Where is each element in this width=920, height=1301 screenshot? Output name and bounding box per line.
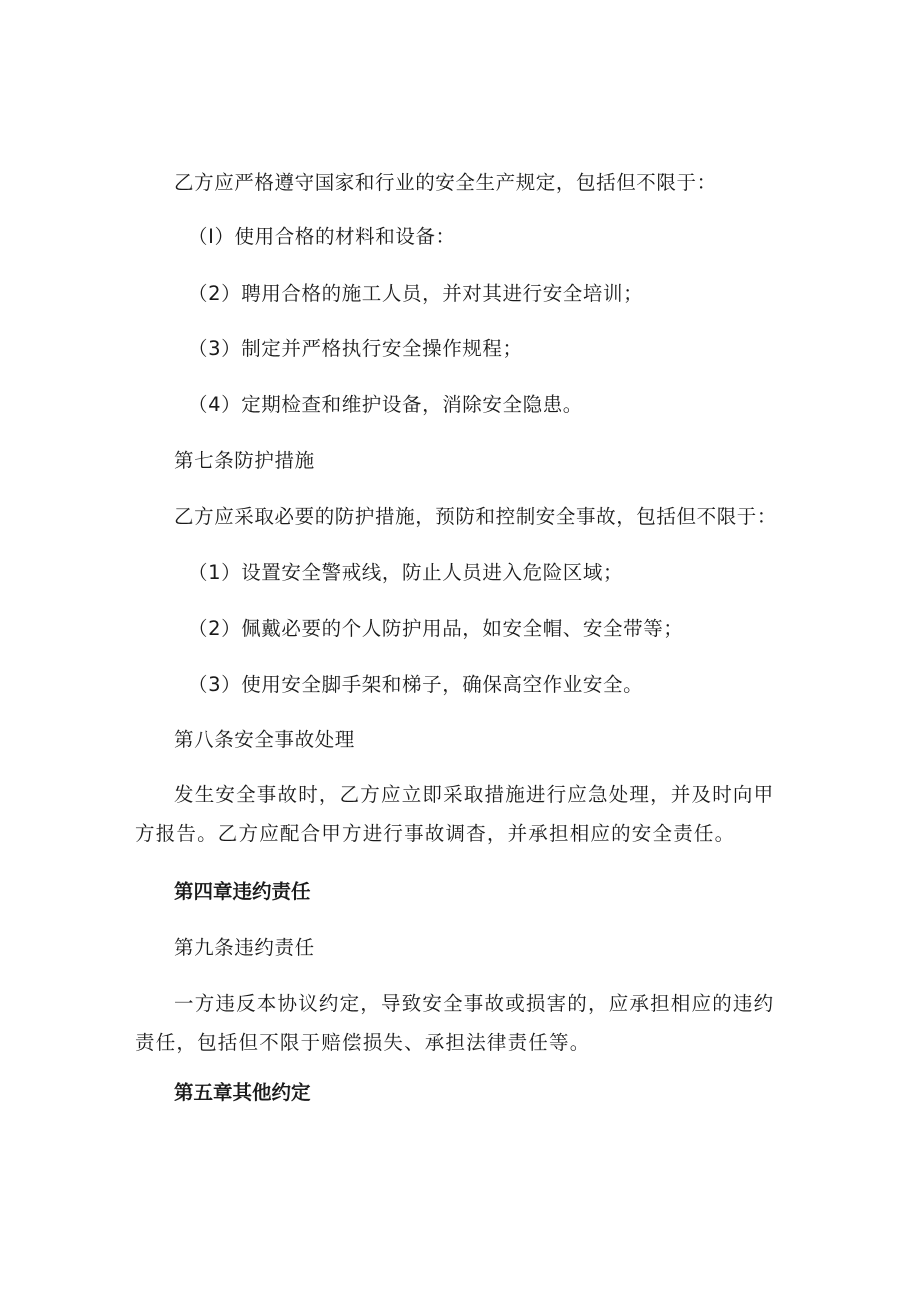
- list-item: （2）聘用合格的施工人员，并对其进行安全培训；: [188, 282, 644, 305]
- list-item: （2）佩戴必要的个人防护用品，如安全帽、安全带等；: [188, 617, 684, 640]
- article8-paragraph-line: 方报告。乙方应配合甲方进行事故调杳，并承担相应的安全责任。: [135, 822, 736, 845]
- article9-paragraph-line: 责任，包括但不限于赔偿损失、承担法律责任等。: [135, 1031, 591, 1054]
- list-item: （4）定期检查和维护设备，消除安全隐患。: [188, 393, 583, 416]
- article7-intro: 乙方应采取必要的防护措施，预防和控制安全事故，包括但不限于：: [174, 505, 778, 528]
- chapter5-heading: 第五章其他约定: [174, 1081, 311, 1104]
- list-item: （3）使用安全脚手架和梯子，确保高空作业安全。: [188, 673, 644, 696]
- section6-intro: 乙方应严格遵守国家和行业的安全生产规定，包括但不限于：: [174, 171, 717, 194]
- chapter4-heading: 第四章违约责任: [174, 880, 311, 903]
- list-item: （3）制定并严格执行安全操作规程；: [188, 337, 523, 360]
- article7-title: 第七条防护措施: [174, 449, 315, 472]
- article8-paragraph-line: 发生安全事故时，乙方应立即采取措施进行应急处理，并及时向甲: [174, 783, 775, 806]
- article9-paragraph-line: 一方违反本协议约定，导致安全事故或损害的，应承担相应的违约: [174, 992, 775, 1015]
- article9-title: 第九条违约责任: [174, 936, 315, 959]
- article8-title: 第八条安全事故处理: [174, 728, 355, 751]
- list-item: （1）设置安全警戒线，防止人员进入危险区域；: [188, 561, 624, 584]
- list-item: （I）使用合格的材料和设备：: [188, 225, 456, 248]
